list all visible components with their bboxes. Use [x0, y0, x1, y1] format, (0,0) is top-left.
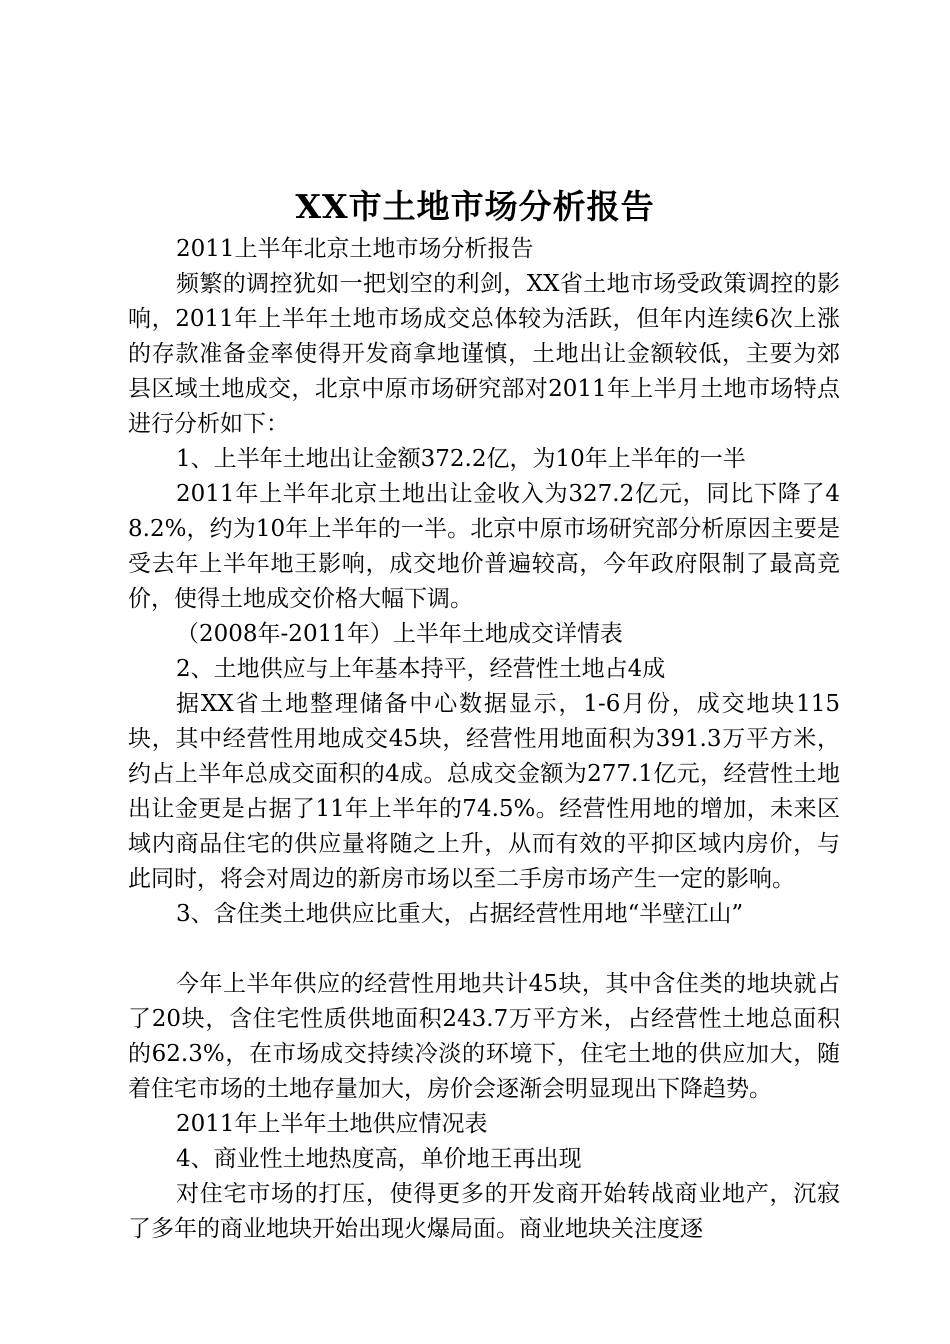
section-heading-1: 1、上半年土地出让金额372.2亿，为10年上半年的一半	[176, 446, 746, 472]
section-heading-2: 2、土地供应与上年基本持平，经营性土地占4成	[176, 656, 666, 682]
section-heading-4: 4、商业性土地热度高，单价地王再出现	[176, 1146, 582, 1172]
section-4-paragraph: 对住宅市场的打压，使得更多的开发商开始转战商业地产，沉寂了多年的商业地块开始出现火爆局面。商业地块关注度逐	[128, 1181, 840, 1242]
document-body	[128, 232, 840, 1247]
section-2-paragraph: 据XX省土地整理储备中心数据显示，1-6月份，成交地块115块，其中经营性用地成交45块，经营性用地面积为391.3万平方米，约占上半年总成交面积的4成。总成交金额为277.1亿元，经营性土地出让金更是占据了11年上半年的74.5%。经营性用地的增加，未来区域内商品住宅的供应量将随之上升，从而有效的平抑区域内房价，与此同时，将会对周边的新房市场以至二手房市场产生一定的影响。	[128, 691, 840, 892]
document-title: XX市土地市场分析报告	[295, 187, 655, 226]
section-heading-3: 3、含住类土地供应比重大，占据经营性用地“半壁江山”	[176, 901, 744, 927]
section-1-paragraph: 2011年上半年北京土地出让金收入为327.2亿元，同比下降了48.2%，约为10年上半年的一半。北京中原市场研究部分析原因主要是受去年上半年地王影响，成交地价普遍较高，今年政府限制了最高竞价，使得土地成交价格大幅下调。	[128, 481, 840, 612]
intro-paragraph: 频繁的调控犹如一把划空的利剑，XX省土地市场受政策调控的影响，2011年上半年土地市场成交总体较为活跃，但年内连续6次上涨的存款准备金率使得开发商拿地谨慎，土地出让金额较低，主要为郊县区域土地成交，北京中原市场研究部对2011年上半月土地市场特点进行分析如下：	[128, 271, 840, 437]
table-caption-2: 2011年上半年土地供应情况表	[176, 1111, 488, 1137]
subtitle-paragraph: 2011上半年北京土地市场分析报告	[176, 236, 534, 262]
table-caption-1: （2008年-2011年）上半年土地成交详情表	[176, 621, 623, 647]
section-3-paragraph: 今年上半年供应的经营性用地共计45块，其中含住类的地块就占了20块，含住宅性质供地面积243.7万平方米，占经营性土地总面积的62.3%，在市场成交持续冷淡的环境下，住宅土地的供应加大，随着住宅市场的土地存量加大，房价会逐渐会明显现出下降趋势。	[128, 971, 840, 1102]
